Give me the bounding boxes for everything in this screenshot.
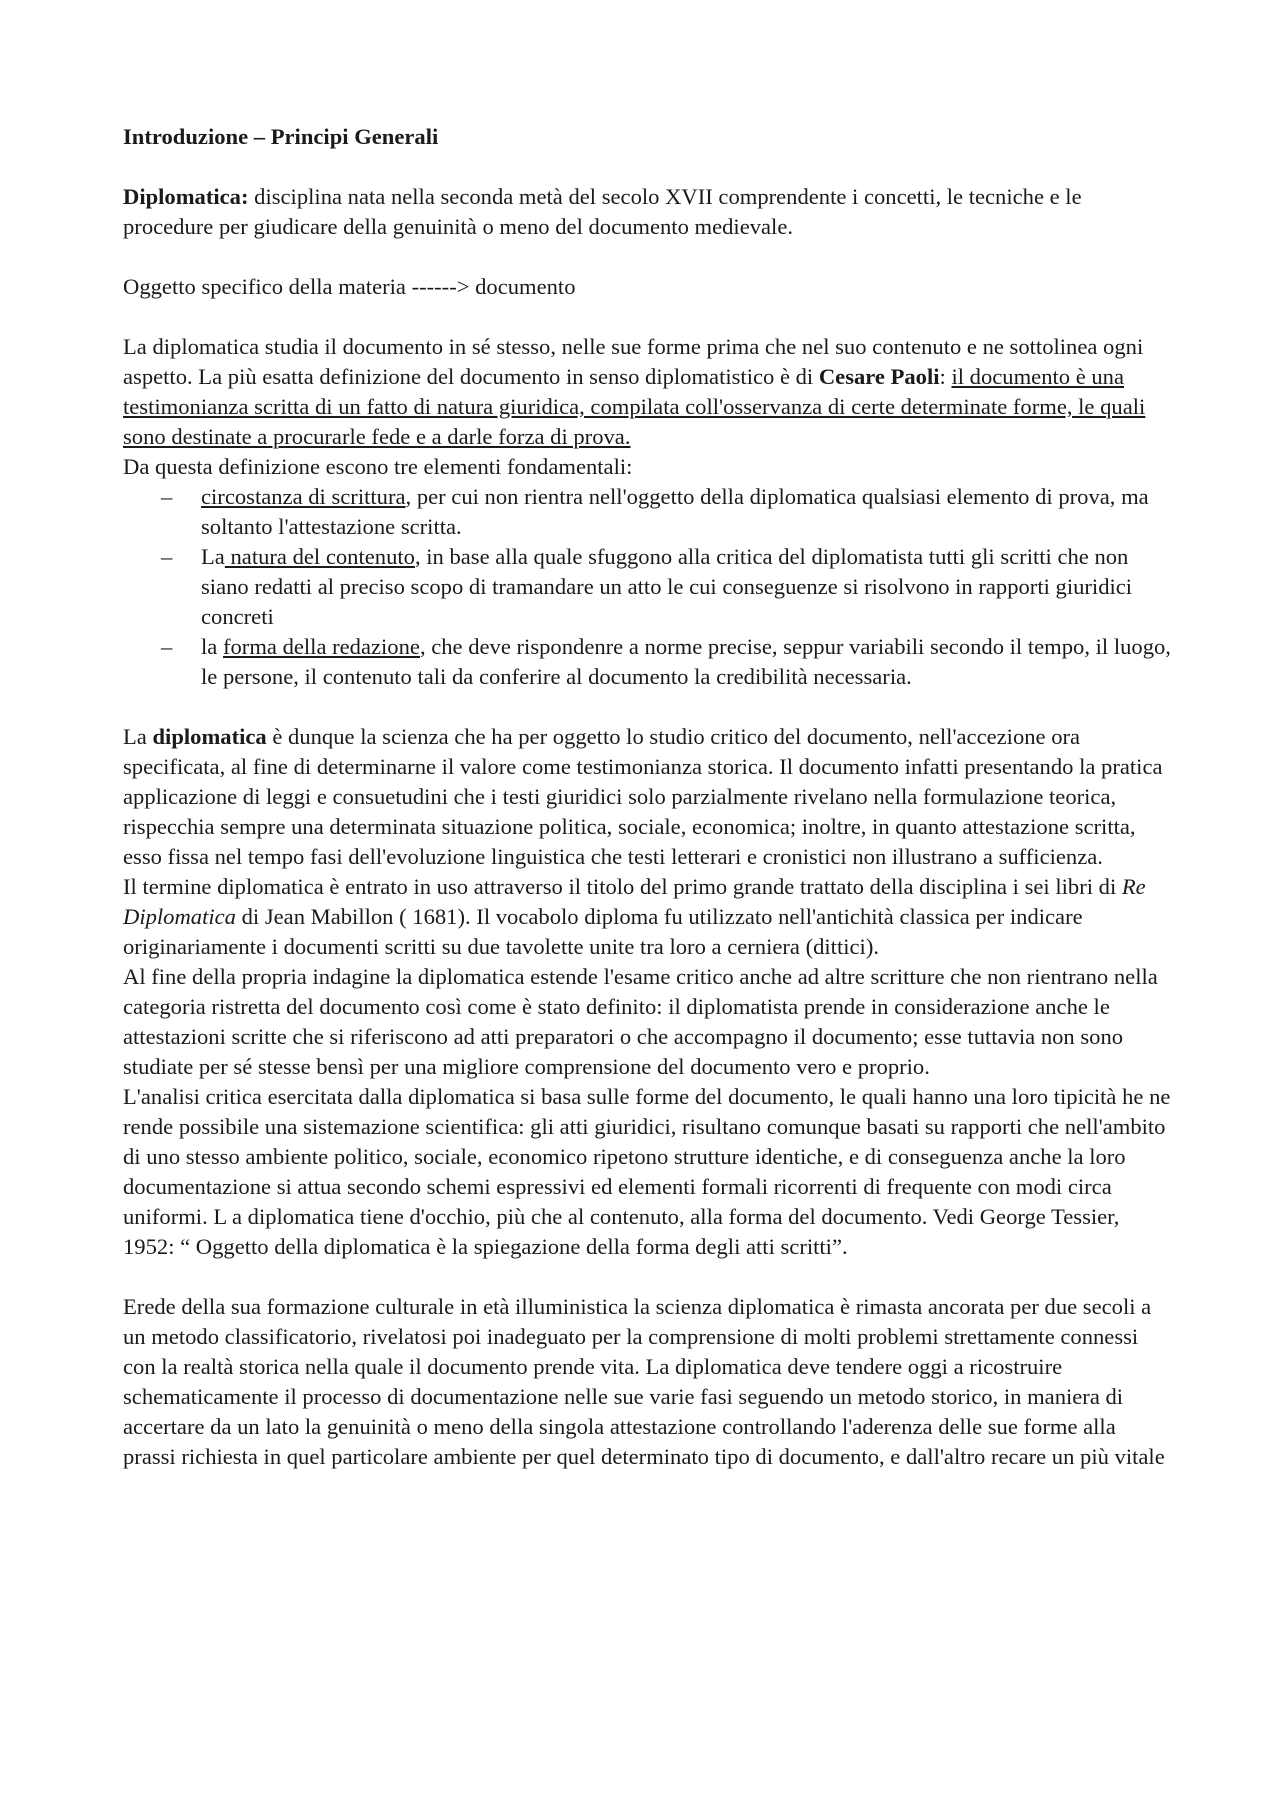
list-item xyxy=(123,542,1173,632)
science-term: diplomatica xyxy=(152,724,267,749)
elements-list xyxy=(123,482,1173,692)
science-paragraph xyxy=(123,722,1173,872)
definition-paragraph xyxy=(123,182,1173,242)
page-title: Introduzione – Principi Generali xyxy=(123,124,439,149)
list-item-prefix: La xyxy=(201,544,225,569)
term-origin-text: Il termine diplomatica è entrato in uso attraverso il titolo del primo grande trattato della disciplina i sei libri di xyxy=(123,874,1122,899)
scope-paragraph: Al fine della propria indagine la diplomatica estende l'esame critico anche ad altre scritture che non rientrano nella categoria ristretta del documento così come è stato definito: il diplomatista prende in considerazione anche le attestazioni scritte che si riferiscono ad atti preparatori o che accompagno il documento; esse tuttavia non sono studiate per sé stesse bensì per una migliore comprensione del documento vero e proprio. xyxy=(123,964,1158,1079)
spacer xyxy=(123,692,1173,722)
definition-term: Diplomatica: xyxy=(123,184,249,209)
science-text: è dunque la scienza che ha per oggetto lo studio critico del documento, nell'accezione ora specificata, al fine di determinarne il valore come testimonianza storica. Il documento infatti presentando la pratica applicazione di leggi e consuetudini che i testi giuridici solo parzialmente rivelano nella formulazione teorica, rispecchia sempre una determinata situazione politica, sociale, economica; inoltre, in quanto attestazione scritta, esso fissa nel tempo fasi dell'evoluzione linguistica che testi letterari e cronistici non illustrano a sufficienza. xyxy=(123,724,1163,869)
paoli-intro: La diplomatica studia il documento in sé stesso, nelle sue forme prima che nel suo contenuto e ne sottolinea ogni aspetto. La più esatta definizione del documento in senso diplomatistico è di xyxy=(123,334,1144,389)
object-line: Oggetto specifico della materia ------> documento xyxy=(123,274,576,299)
list-item-term: forma della redazione xyxy=(222,634,420,659)
list-item-prefix: la xyxy=(201,634,223,659)
term-origin-rest: di Jean Mabillon ( 1681). Il vocabolo diploma fu utilizzato nell'antichità classica per indicare originariamente i documenti scritti su due tavolette unite tra loro a cerniera (dittici). xyxy=(123,904,1083,959)
paoli-colon: : xyxy=(939,364,952,389)
list-item xyxy=(123,632,1173,692)
document-page xyxy=(123,122,1173,1472)
spacer xyxy=(123,152,1173,182)
heir-paragraph: Erede della sua formazione culturale in età illuministica la scienza diplomatica è rimasta ancorata per due secoli a un metodo classificatorio, rivelatosi poi inadeguato per la comprensione di molti problemi strettamente connessi con la realtà storica nella quale il documento prende vita. La diplomatica deve tendere oggi a ricostruire schematicamente il processo di documentazione nelle sue varie fasi seguendo un metodo storico, in maniera di accertare da un lato la genuinità o meno della singola attestazione controllando l'aderenza delle sue forme alla prassi richiesta in quel particolare ambiente per quel determinato tipo di documento, e dall'altro recare un più vitale xyxy=(123,1294,1165,1469)
list-item-term: circostanza di scrittura xyxy=(201,484,406,509)
list-item-term: natura del contenuto xyxy=(224,544,415,569)
spacer xyxy=(123,1262,1173,1292)
list-item-text: , per cui non rientra nell'oggetto della diplomatica qualsiasi elemento di prova, ma soltanto l'attestazione scritta. xyxy=(201,484,1149,539)
paoli-paragraph xyxy=(123,332,1173,452)
list-item-text: , che deve rispondenre a norme precise, seppur variabili secondo il tempo, il luogo, le persone, il contenuto tali da conferire al documento la credibilità necessaria. xyxy=(201,634,1171,689)
definition-text: disciplina nata nella seconda metà del secolo XVII comprendente i concetti, le tecniche e le procedure per giudicare della genuinità o meno del documento medievale. xyxy=(123,184,1082,239)
science-prefix: La xyxy=(123,724,153,749)
dash-bullet-icon: – xyxy=(161,634,173,659)
work-title: Re Diplomatica xyxy=(123,874,1146,929)
list-item xyxy=(123,482,1173,542)
list-item-text: , in base alla quale sfuggono alla critica del diplomatista tutti gli scritti che non siano redatti al preciso scopo di tramandare un atto le cui conseguenze si risolvono in rapporti giuridici concreti xyxy=(201,544,1133,629)
dash-bullet-icon: – xyxy=(161,544,173,569)
elements-intro: Da questa definizione escono tre elementi fondamentali: xyxy=(123,454,633,479)
paoli-name: Cesare Paoli xyxy=(818,364,940,389)
spacer xyxy=(123,242,1173,272)
analysis-paragraph: L'analisi critica esercitata dalla diplomatica si basa sulle forme del documento, le quali hanno una loro tipicità he ne rende possibile una sistemazione scientifica: gli atti giuridici, risultano comunque basati su rapporti che nell'ambito di uno stesso ambiente politico, sociale, economico ripetono strutture identiche, e di conseguenza anche la loro documentazione si attua secondo schemi espressivi ed elementi formali ricorrenti di frequente con modi circa uniformi. L a diplomatica tiene d'occhio, più che al contenuto, alla forma del documento. Vedi George Tessier, 1952: “ Oggetto della diplomatica è la spiegazione della forma degli atti scritti”. xyxy=(123,1084,1171,1259)
dash-bullet-icon: – xyxy=(161,484,173,509)
term-origin-paragraph xyxy=(123,872,1173,962)
spacer xyxy=(123,302,1173,332)
paoli-quote: il documento è una testimonianza scritta di un fatto di natura giuridica, compilata coll'osservanza di certe determinate forme, le quali sono destinate a procurarle fede e a darle forza di prova. xyxy=(123,364,1146,449)
